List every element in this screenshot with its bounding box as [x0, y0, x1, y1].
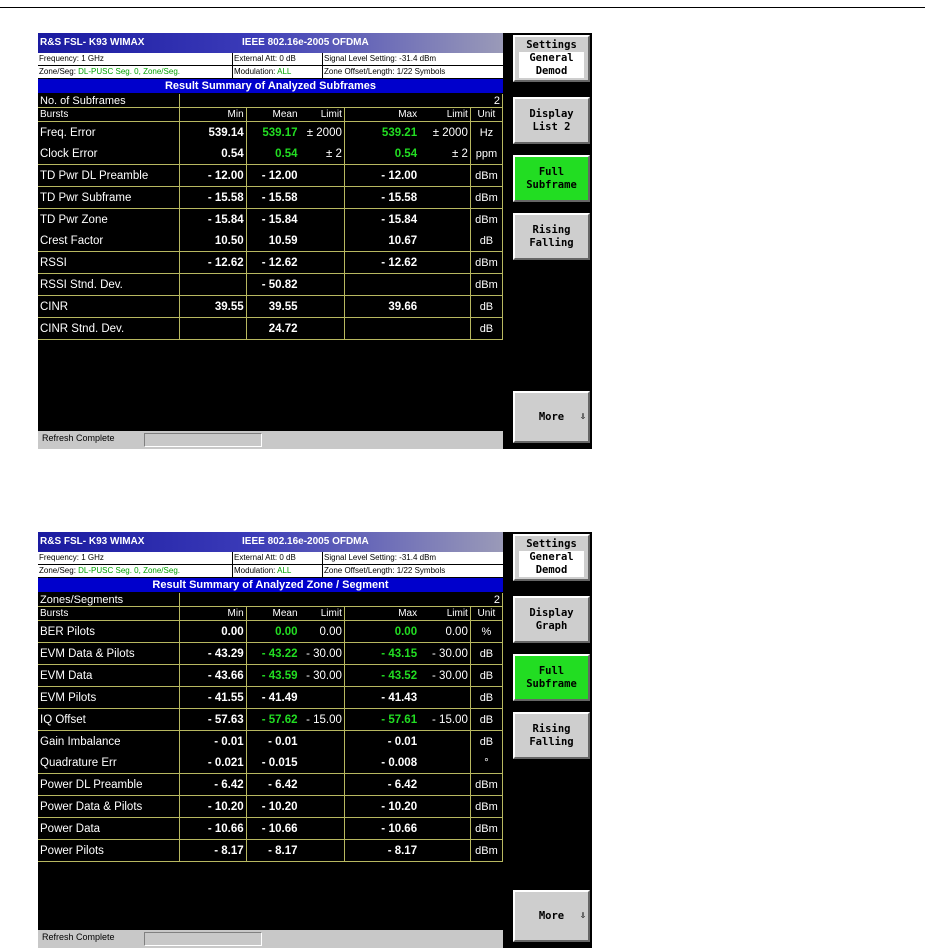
column-header-bursts: Bursts	[38, 108, 180, 122]
mean-limit: - 15.00	[300, 709, 345, 731]
min-value: - 12.62	[180, 252, 246, 274]
max-value: 39.66	[344, 296, 419, 318]
table-row	[38, 774, 503, 796]
progress-box	[144, 932, 262, 946]
signal-level-info: Signal Level Setting: -31.4 dBm	[322, 53, 503, 65]
min-value	[180, 274, 246, 296]
mean-limit	[300, 774, 345, 796]
unit-value: dB	[470, 643, 502, 665]
unit-value: dBm	[470, 252, 502, 274]
mean-limit	[300, 687, 345, 709]
max-value: 10.67	[344, 230, 419, 252]
table-row	[38, 796, 503, 818]
count-row	[38, 94, 503, 108]
max-limit	[419, 252, 470, 274]
mean-value: - 12.00	[246, 165, 299, 187]
settings-info-row-1	[38, 552, 503, 564]
result-summary-title: Result Summary of Analyzed Subframes	[38, 79, 503, 93]
table-row	[38, 143, 503, 165]
max-limit	[419, 296, 470, 318]
max-value: - 15.58	[344, 187, 419, 209]
max-limit	[419, 731, 470, 753]
softkey-label: Falling	[529, 735, 574, 748]
max-value: - 10.20	[344, 796, 419, 818]
unit-value: dBm	[470, 840, 502, 862]
min-value: 539.14	[180, 122, 246, 144]
mean-limit: 0.00	[300, 621, 345, 643]
max-value: - 0.008	[344, 752, 419, 774]
max-value: - 57.61	[344, 709, 419, 731]
unit-value: dBm	[470, 187, 502, 209]
row-label: RSSI	[38, 252, 180, 274]
mean-limit	[300, 209, 345, 231]
softkey-label: Falling	[529, 236, 574, 249]
max-limit	[419, 318, 470, 340]
column-header-max: Max	[344, 607, 419, 621]
mean-value: 39.55	[246, 296, 299, 318]
mean-limit	[300, 230, 345, 252]
mean-value: - 15.58	[246, 187, 299, 209]
min-value: - 57.63	[180, 709, 246, 731]
min-value: - 6.42	[180, 774, 246, 796]
softkey-more-button[interactable]	[513, 391, 590, 443]
max-limit: ± 2000	[419, 122, 470, 144]
max-value: - 0.01	[387, 735, 418, 748]
max-value: 0.54	[344, 143, 419, 165]
result-summary-table	[38, 94, 503, 340]
row-label: Power Pilots	[38, 840, 180, 862]
column-header-min: Min	[180, 607, 246, 621]
mean-value: - 12.62	[246, 252, 299, 274]
table-row	[38, 187, 503, 209]
table-row	[38, 296, 503, 318]
column-header-max: Max	[344, 108, 419, 122]
min-value: - 0.01	[180, 731, 246, 753]
unit-value: ppm	[470, 143, 502, 165]
unit-value: dBm	[470, 818, 502, 840]
softkey-settings-button[interactable]	[513, 35, 590, 82]
row-label: IQ Offset	[38, 709, 180, 731]
min-value: - 0.021	[180, 752, 246, 774]
mean-value: - 43.22	[246, 643, 299, 665]
max-value: - 8.17	[344, 840, 419, 862]
max-limit	[419, 274, 470, 296]
table-row	[38, 165, 503, 187]
min-value: - 10.66	[180, 818, 246, 840]
status-bar	[38, 930, 503, 948]
max-limit: - 15.00	[419, 709, 470, 731]
softkey-rising-falling-button[interactable]	[513, 712, 590, 759]
row-label: EVM Pilots	[38, 687, 180, 709]
min-value: 10.50	[180, 230, 246, 252]
max-value: - 43.52	[344, 665, 419, 687]
table-row	[38, 230, 503, 252]
unit-value: dB	[470, 230, 502, 252]
max-value: 539.21	[381, 126, 418, 139]
mean-value: - 8.17	[246, 840, 299, 862]
modulation-info: Modulation: ALL	[232, 66, 323, 78]
mean-value: 0.00	[246, 621, 299, 643]
unit-value: %	[470, 621, 502, 643]
analyzer-screen-2	[38, 532, 592, 948]
row-label: Power DL Preamble	[38, 774, 180, 796]
min-value: - 8.17	[180, 840, 246, 862]
external-att-info: External Att: 0 dB	[232, 552, 323, 564]
table-row	[38, 252, 503, 274]
max-limit	[419, 774, 470, 796]
result-summary-title: Result Summary of Analyzed Zone / Segment	[38, 578, 503, 592]
count-value: 2	[180, 94, 503, 108]
unit-value: dBm	[470, 165, 502, 187]
row-label: BER Pilots	[38, 621, 180, 643]
table-row	[38, 665, 503, 687]
softkey-label: Settings	[526, 39, 577, 51]
softkey-label: Display	[529, 107, 574, 120]
softkey-full-subframe-button[interactable]	[513, 155, 590, 202]
count-label: No. of Subframes	[38, 94, 180, 108]
softkey-sub-line: Demod	[535, 564, 568, 576]
softkey-label: Rising	[532, 223, 571, 236]
external-att-info: External Att: 0 dB	[232, 53, 323, 65]
softkey-sub-line: General	[529, 52, 574, 64]
mean-value: - 57.62	[246, 709, 299, 731]
max-limit: - 30.00	[419, 643, 470, 665]
zone-offset-info: Zone Offset/Length: 1/22 Symbols	[322, 66, 503, 78]
mean-value: - 50.82	[246, 274, 299, 296]
unit-value: dBm	[470, 774, 502, 796]
unit-value: dB	[470, 731, 502, 753]
mean-limit	[300, 165, 345, 187]
max-limit	[419, 165, 470, 187]
mean-value: - 41.49	[246, 687, 299, 709]
column-header-limit-2: Limit	[419, 607, 470, 621]
zone-seg-info: Zone/Seg: DL-PUSC Seg. 0, Zone/Seg.	[39, 67, 180, 76]
zone-seg-info: Zone/Seg: DL-PUSC Seg. 0, Zone/Seg.	[39, 566, 180, 575]
row-label: Gain Imbalance	[38, 731, 180, 753]
min-value	[180, 318, 246, 340]
softkey-sub-label	[519, 551, 584, 577]
softkey-label: More	[538, 410, 565, 423]
column-header-mean: Mean	[246, 108, 299, 122]
max-limit	[419, 230, 470, 252]
softkey-sub-line: Demod	[535, 65, 568, 77]
unit-value: dBm	[470, 274, 502, 296]
min-value: - 41.55	[180, 687, 246, 709]
min-value: - 43.66	[180, 665, 246, 687]
max-value: - 6.42	[344, 774, 419, 796]
softkey-sub-line: General	[529, 551, 574, 563]
max-limit	[419, 752, 470, 774]
mean-value: - 15.84	[261, 213, 298, 226]
softkey-sub-label	[519, 52, 584, 78]
softkey-label: Full	[538, 664, 565, 677]
mean-limit	[300, 187, 345, 209]
mean-limit: ± 2000	[300, 122, 345, 144]
zone-offset-info: Zone Offset/Length: 1/22 Symbols	[322, 565, 503, 577]
mean-value: - 0.01	[268, 735, 298, 748]
mean-limit: - 30.00	[300, 665, 345, 687]
row-label: Power Data & Pilots	[38, 796, 180, 818]
mean-value: - 10.20	[246, 796, 299, 818]
row-label: Clock Error	[38, 143, 180, 165]
softkey-label: More	[538, 909, 565, 922]
frequency-info: Frequency: 1 GHz	[39, 54, 104, 63]
unit-value: dB	[470, 665, 502, 687]
result-summary-table	[38, 593, 503, 862]
max-value: 0.00	[344, 621, 419, 643]
min-value: 39.55	[180, 296, 246, 318]
row-label: CINR	[38, 296, 180, 318]
min-value: - 43.29	[180, 643, 246, 665]
mean-limit: ± 2	[300, 143, 345, 165]
max-limit	[419, 687, 470, 709]
arrow-down-icon: ⇩	[579, 910, 586, 921]
max-value: - 41.43	[344, 687, 419, 709]
max-value: - 10.66	[344, 818, 419, 840]
signal-level-info: Signal Level Setting: -31.4 dBm	[322, 552, 503, 564]
status-bar	[38, 431, 503, 449]
mean-value: - 6.42	[246, 774, 299, 796]
min-value: 0.54	[180, 143, 246, 165]
column-header-min: Min	[180, 108, 246, 122]
softkey-rising-falling-button[interactable]	[513, 213, 590, 260]
min-value: - 10.20	[180, 796, 246, 818]
softkey-display-list-2-button[interactable]	[513, 97, 590, 144]
mean-limit	[300, 796, 345, 818]
softkey-label: List 2	[532, 120, 571, 133]
softkey-settings-button[interactable]	[513, 534, 590, 581]
softkey-label: Rising	[532, 722, 571, 735]
max-limit: 0.00	[419, 621, 470, 643]
min-value: 0.00	[180, 621, 246, 643]
row-label: TD Pwr Subframe	[38, 187, 180, 209]
mean-limit	[300, 318, 345, 340]
mean-value: - 43.59	[246, 665, 299, 687]
mean-value: 24.72	[246, 318, 299, 340]
app-name: R&S FSL- K93 WIMAX	[40, 37, 145, 48]
mean-limit	[300, 840, 345, 862]
unit-value: dB	[470, 709, 502, 731]
standard-name: IEEE 802.16e-2005 OFDMA	[242, 536, 369, 547]
status-text: Refresh Complete	[42, 433, 115, 443]
arrow-down-icon: ⇩	[579, 411, 586, 422]
row-label: CINR Stnd. Dev.	[38, 318, 180, 340]
max-limit	[419, 187, 470, 209]
column-header-mean: Mean	[246, 607, 299, 621]
instrument-header	[38, 532, 503, 552]
max-value: - 15.84	[381, 213, 418, 226]
max-limit: - 30.00	[419, 665, 470, 687]
table-row	[38, 840, 503, 862]
mean-limit	[300, 252, 345, 274]
unit-value: dB	[470, 687, 502, 709]
softkey-label: Display	[529, 606, 574, 619]
settings-info-row-2	[38, 66, 503, 78]
mean-value: 0.54	[246, 143, 299, 165]
max-value	[344, 274, 419, 296]
softkey-label: Graph	[535, 619, 568, 632]
min-value: - 12.00	[180, 165, 246, 187]
softkey-label: Subframe	[526, 677, 577, 690]
count-value: 2	[180, 593, 503, 607]
frequency-info: Frequency: 1 GHz	[39, 553, 104, 562]
softkey-label: Settings	[526, 538, 577, 550]
table-row	[38, 731, 503, 753]
min-value: - 15.58	[180, 187, 246, 209]
mean-value: - 0.015	[246, 752, 299, 774]
softkey-label: Subframe	[526, 178, 577, 191]
min-value: - 15.84	[180, 209, 246, 231]
max-value: - 12.62	[344, 252, 419, 274]
mean-limit	[300, 818, 345, 840]
column-header-unit: Unit	[470, 607, 502, 621]
settings-info-row-1	[38, 53, 503, 65]
max-value	[344, 318, 419, 340]
page-top-rule	[0, 7, 925, 8]
mean-limit	[300, 752, 345, 774]
unit-value: dB	[470, 296, 502, 318]
row-label: Crest Factor	[38, 230, 180, 252]
max-limit	[419, 818, 470, 840]
column-header-unit: Unit	[470, 108, 502, 122]
unit-value: dB	[470, 318, 502, 340]
table-row	[38, 687, 503, 709]
column-header-limit: Limit	[300, 607, 345, 621]
table-row	[38, 122, 503, 144]
max-limit	[419, 209, 470, 231]
row-label: EVM Data	[38, 665, 180, 687]
softkey-full-subframe-button[interactable]	[513, 654, 590, 701]
table-row	[38, 318, 503, 340]
row-label: TD Pwr Zone	[38, 209, 180, 231]
column-header-limit: Limit	[300, 108, 345, 122]
max-limit	[419, 796, 470, 818]
modulation-info: Modulation: ALL	[232, 565, 323, 577]
row-label: EVM Data & Pilots	[38, 643, 180, 665]
max-limit: ± 2	[419, 143, 470, 165]
settings-info-row-2	[38, 565, 503, 577]
row-label: RSSI Stnd. Dev.	[38, 274, 180, 296]
status-text: Refresh Complete	[42, 932, 115, 942]
unit-value: dBm	[470, 209, 502, 231]
max-limit	[419, 840, 470, 862]
mean-value: - 10.66	[246, 818, 299, 840]
mean-value: 539.17	[262, 126, 298, 139]
mean-value: 10.59	[246, 230, 299, 252]
row-label: Freq. Error	[38, 122, 180, 144]
progress-box	[144, 433, 262, 447]
max-value: - 43.15	[344, 643, 419, 665]
unit-value: °	[470, 752, 502, 774]
softkey-label: Full	[538, 165, 565, 178]
standard-name: IEEE 802.16e-2005 OFDMA	[242, 37, 369, 48]
column-header-limit-2: Limit	[419, 108, 470, 122]
mean-limit	[300, 274, 345, 296]
column-header-bursts: Bursts	[38, 607, 180, 621]
table-row	[38, 274, 503, 296]
unit-value: Hz	[470, 122, 502, 144]
count-row	[38, 593, 503, 607]
table-row	[38, 209, 503, 231]
instrument-header	[38, 33, 503, 53]
row-label: TD Pwr DL Preamble	[38, 165, 180, 187]
softkey-more-button[interactable]	[513, 890, 590, 942]
mean-limit	[300, 731, 345, 753]
table-row	[38, 818, 503, 840]
max-value: - 12.00	[344, 165, 419, 187]
table-row	[38, 621, 503, 643]
count-label: Zones/Segments	[38, 593, 180, 607]
column-header-row	[38, 108, 503, 122]
mean-limit: - 30.00	[300, 643, 345, 665]
softkey-display-graph-button[interactable]	[513, 596, 590, 643]
table-row	[38, 709, 503, 731]
analyzer-screen-1	[38, 33, 592, 449]
unit-value: dBm	[470, 796, 502, 818]
row-label: Quadrature Err	[38, 752, 180, 774]
mean-limit	[300, 296, 345, 318]
row-label: Power Data	[38, 818, 180, 840]
table-row	[38, 643, 503, 665]
column-header-row	[38, 607, 503, 621]
table-row	[38, 752, 503, 774]
app-name: R&S FSL- K93 WIMAX	[40, 536, 145, 547]
